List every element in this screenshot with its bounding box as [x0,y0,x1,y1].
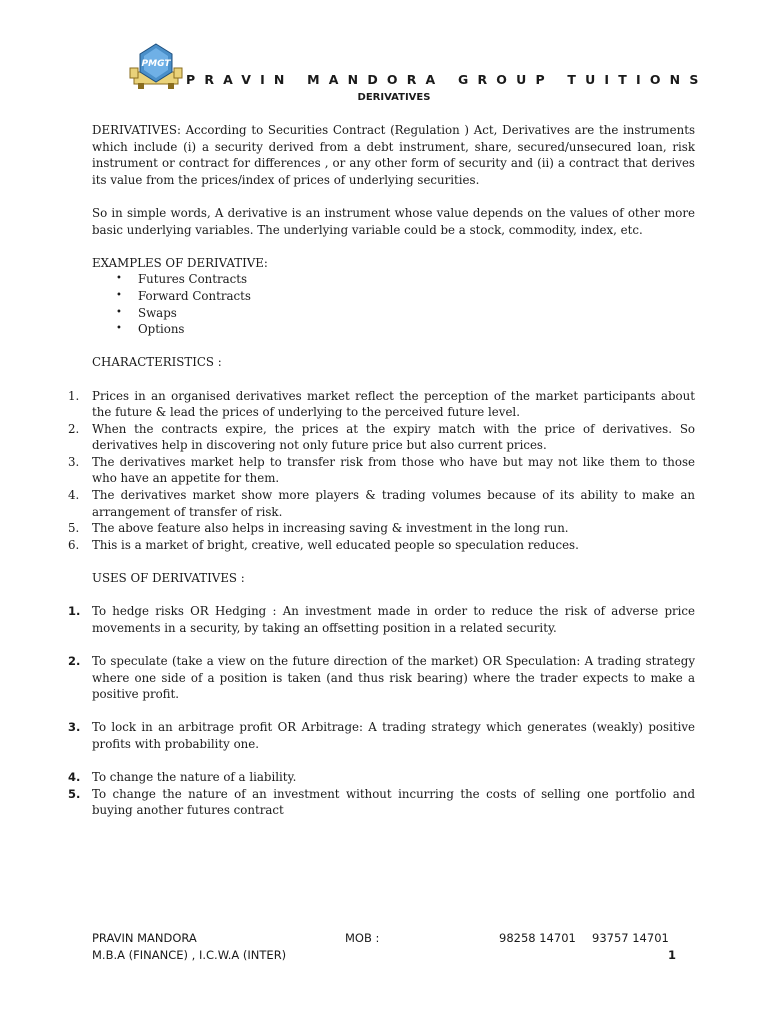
examples-heading: EXAMPLES OF DERIVATIVE: [92,255,268,270]
org-name: PRAVIN MANDORA GROUP TUITIONS [186,72,708,87]
list-item: 4. To change the nature of a liability. [68,770,297,785]
document-body [68,122,695,819]
uses-list [68,603,695,819]
characteristics-list [68,388,695,554]
list-item: 3. To lock in an arbitrage profit OR Arbitrage: A trading strategy which generates (weakly) positive profits with probability one. [68,720,695,751]
list-item: 2. To speculate (take a view on the future direction of the market) OR Speculation: A trading strategy where one side of a position is taken (and thus risk bearing) where the trader expects to make a positive profit. [68,654,695,702]
pmgt-logo [128,42,184,92]
list-item: 4. The derivatives market show more players & trading volumes because of its ability to make an arrangement of transfer of risk. [68,488,695,519]
list-item: 1. To hedge risks OR Hedging : An investment made in order to reduce the risk of adverse price movements in a security, by taking an offsetting position in a related security. [68,604,695,635]
characteristics-heading: CHARACTERISTICS : [92,355,222,370]
document-title: DERIVATIVES [357,92,431,103]
list-item: 1. Prices in an organised derivatives market reflect the perception of the market participants about the future & lead the prices of underlying to the perceived future level. [68,388,695,420]
list-item: 6. This is a market of bright, creative, well educated people so speculation reduces. [68,537,579,552]
list-item: • Forward Contracts [138,288,695,305]
list-item: • Swaps [138,305,695,322]
list-item: • Futures Contracts [138,271,695,288]
uses-heading: USES OF DERIVATIVES : [92,571,245,586]
list-item: 3. The derivatives market help to transfer risk from those who have but may not like them to those who have an appetite for them. [68,454,695,486]
list-item: 2. When the contracts expire, the prices at the expiry match with the price of derivatives. So derivatives help in discovering not only future price but also current prices. [68,421,695,453]
footer-phone-2: 93757 14701 [592,931,669,945]
footer-mob-label: MOB : [345,931,380,945]
list-item: 5. The above feature also helps in increasing saving & investment in the long run. [68,521,569,536]
footer-qualifications: M.B.A (FINANCE) , I.C.W.A (INTER) [92,948,287,962]
list-item: 5. To change the nature of an investment without incurring the costs of selling one portfolio and buying another futures contract [68,786,695,818]
logo-text: PMGT [141,59,171,69]
footer-name: PRAVIN MANDORA [92,931,197,945]
simple-words-paragraph: So in simple words, A derivative is an instrument whose value depends on the values of other more basic underlying variables. The underlying variable could be a stock, commodity, index, etc. [92,205,695,237]
definition-paragraph: DERIVATIVES: According to Securities Contract (Regulation ) Act, Derivatives are the instruments which include (i) a security derived from a debt instrument, share, secured/unsecured loan, risk instrument or contract for differences , or any other form of security and (ii) a contract that derives its value from the prices/index of prices of underlying securities. [92,123,695,187]
page-number: 1 [668,948,677,962]
footer-phone-1: 98258 14701 [499,931,576,945]
examples-list [92,271,695,337]
list-item: • Options [138,321,695,338]
